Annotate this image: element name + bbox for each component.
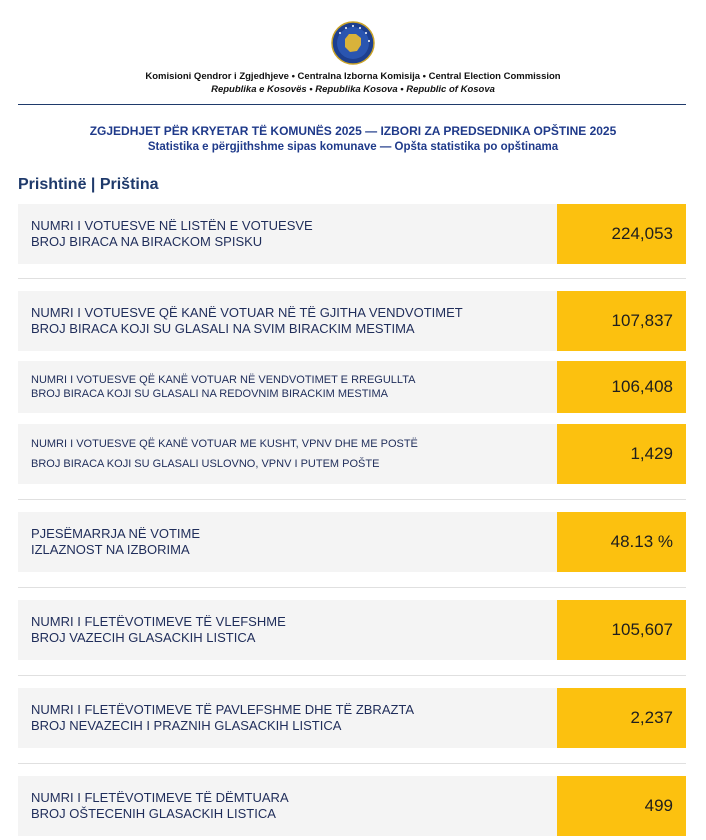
stat-value: 105,607 [557, 600, 686, 660]
stat-label-sr: BROJ BIRACA NA BIRACKOM SPISKU [31, 234, 263, 249]
stat-value: 2,237 [557, 688, 686, 748]
stat-value: 48.13 % [557, 512, 686, 572]
stat-value: 499 [557, 776, 686, 836]
stat-invalid-blank-ballots [18, 688, 686, 748]
stat-voted-conditional [18, 424, 686, 484]
stat-label-sq: NUMRI I FLETËVOTIMEVE TË DËMTUARA [31, 790, 289, 805]
org-names: Komisioni Qendror i Zgjedhjeve • Centralna Izborna Komisija • Central Election Commission [145, 71, 561, 82]
page-subtitle: Statistika e përgjithshme sipas komunave — Opšta statistika po opštinama [147, 141, 559, 153]
stat-turnout [18, 512, 686, 572]
stat-label-sr: BROJ OŠTECENIH GLASACKIH LISTICA [31, 806, 276, 821]
stat-label-sr: BROJ NEVAZECIH I PRAZNIH GLASACKIH LISTICA [31, 718, 342, 733]
stat-value: 224,053 [557, 204, 686, 264]
stat-label-sr: BROJ VAZECIH GLASACKIH LISTICA [31, 630, 256, 645]
page-title: ZGJEDHJET PËR KRYETAR TË KOMUNËS 2025 — IZBORI ZA PREDSEDNIKA OPŠTINE 2025 [89, 124, 617, 138]
stat-label-sq: NUMRI I VOTUESVE QË KANË VOTUAR ME KUSHT, VPNV DHE ME POSTË [31, 438, 418, 450]
stat-label-sq: NUMRI I VOTUESVE QË KANË VOTUAR NË VENDVOTIMET E RREGULLTA [31, 374, 416, 386]
republic-names: Republika e Kosovës • Republika Kosova • Republic of Kosova [211, 84, 495, 95]
municipality-name: Prishtinë | Priština [18, 176, 159, 193]
section-divider [18, 763, 686, 764]
stat-label-sr: BROJ BIRACA KOJI SU GLASALI NA REDOVNIM BIRACKIM MESTIMA [31, 388, 388, 400]
stat-value: 1,429 [557, 424, 686, 484]
stat-label-sr: BROJ BIRACA KOJI SU GLASALI NA SVIM BIRACKIM MESTIMA [31, 321, 415, 336]
stat-label-sq: NUMRI I VOTUESVE QË KANË VOTUAR NË TË GJITHA VENDVOTIMET [31, 305, 463, 320]
stat-label-sr: IZLAZNOST NA IZBORIMA [31, 542, 190, 557]
header-divider [18, 104, 686, 105]
stat-label-sr: BROJ BIRACA KOJI SU GLASALI USLOVNO, VPNV I PUTEM POŠTE [31, 458, 380, 470]
stat-label-sq: NUMRI I VOTUESVE NË LISTËN E VOTUESVE [31, 218, 313, 233]
stat-label-sq: NUMRI I FLETËVOTIMEVE TË PAVLEFSHME DHE TË ZBRAZTA [31, 702, 415, 717]
stat-label-sq: PJESËMARRJA NË VOTIME [31, 526, 201, 541]
stat-label-sq: NUMRI I FLETËVOTIMEVE TË VLEFSHME [31, 614, 286, 629]
stat-damaged-ballots [18, 776, 686, 836]
stat-valid-ballots [18, 600, 686, 660]
stat-value: 107,837 [557, 291, 686, 351]
section-divider [18, 499, 686, 500]
section-divider [18, 675, 686, 676]
stat-value: 106,408 [557, 361, 686, 413]
section-divider [18, 587, 686, 588]
stat-voted-all-stations [18, 291, 686, 351]
cec-seal-logo [331, 21, 375, 65]
stat-voted-regular-stations [18, 361, 686, 413]
section-divider [18, 278, 686, 279]
stat-registered-voters [18, 204, 686, 264]
